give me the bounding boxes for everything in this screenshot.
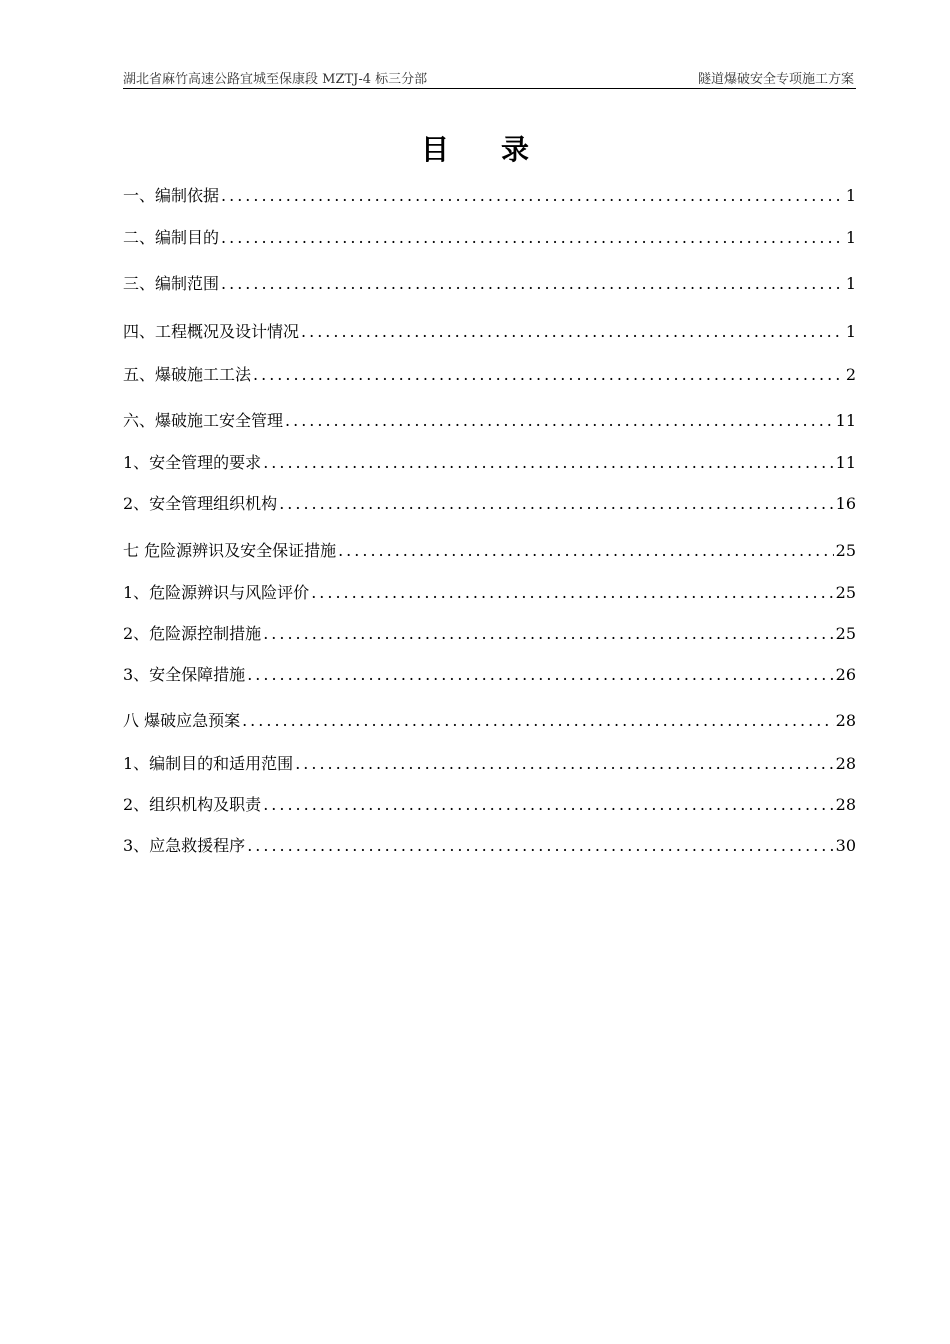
toc-entry-page: 28: [835, 795, 856, 814]
toc-entry-page: 25: [835, 624, 856, 643]
toc-entry-page: 26: [835, 665, 856, 684]
toc-entry-page: 25: [835, 583, 856, 602]
toc-entry[interactable]: [123, 622, 856, 646]
toc-dot-leader: [263, 451, 833, 475]
toc-entry-label: 3、应急救援程序: [123, 836, 246, 855]
toc-entry-label: 2、组织机构及职责: [123, 795, 262, 814]
toc-dot-leader: [279, 492, 833, 516]
header-document-name: 隧道爆破安全专项施工方案: [697, 72, 854, 87]
toc-entry[interactable]: [123, 451, 856, 475]
toc-entry-page: 1: [845, 228, 856, 247]
toc-entry-label: 2、安全管理组织机构: [123, 494, 278, 513]
toc-entry[interactable]: [123, 663, 856, 687]
toc-entry[interactable]: [123, 752, 856, 776]
toc-entry-label: 1、编制目的和适用范围: [123, 754, 294, 773]
toc-entry-label: 1、安全管理的要求: [123, 453, 262, 472]
toc-entry-label: 3、安全保障措施: [123, 665, 246, 684]
toc-entry-label: 七 危险源辨识及安全保证措施: [123, 541, 337, 560]
toc-dot-leader: [311, 581, 833, 605]
toc-entry[interactable]: [123, 226, 856, 250]
toc-entry-label: 2、危险源控制措施: [123, 624, 262, 643]
toc-entry-page: 1: [845, 322, 856, 341]
toc-entry-page: 16: [835, 494, 856, 513]
toc-entry-page: 1: [845, 274, 856, 293]
toc-dot-leader: [263, 622, 833, 646]
toc-entry-page: 11: [835, 453, 856, 472]
toc-entry-page: 11: [835, 411, 856, 430]
toc-entry-page: 1: [845, 186, 856, 205]
toc-entry[interactable]: [123, 793, 856, 817]
toc-entry-page: 25: [835, 541, 856, 560]
toc-entry[interactable]: [123, 492, 856, 516]
toc-entry[interactable]: [123, 363, 856, 387]
toc-dot-leader: [221, 184, 844, 208]
header-project-name: 湖北省麻竹高速公路宜城至保康段 MZTJ-4 标三分部: [123, 72, 428, 87]
toc-entry[interactable]: [123, 320, 856, 344]
page-header: [123, 66, 856, 89]
toc-entry[interactable]: [123, 184, 856, 208]
toc-entry-label: 八 爆破应急预案: [123, 711, 241, 730]
toc-entry[interactable]: [123, 272, 856, 296]
toc-entry-label: 1、危险源辨识与风险评价: [123, 583, 310, 602]
toc-dot-leader: [221, 226, 844, 250]
toc-entry[interactable]: [123, 409, 856, 433]
toc-dot-leader: [247, 834, 833, 858]
toc-entry-label: 三、编制范围: [123, 274, 220, 293]
toc-entry-page: 28: [835, 711, 856, 730]
toc-entry[interactable]: [123, 834, 856, 858]
toc-dot-leader: [295, 752, 833, 776]
toc-dot-leader: [242, 709, 834, 733]
toc-entry-label: 四、工程概况及设计情况: [123, 322, 300, 341]
toc-entry[interactable]: [123, 709, 856, 733]
toc-entry[interactable]: [123, 539, 856, 563]
toc-entry-label: 一、编制依据: [123, 186, 220, 205]
toc-entry-page: 28: [835, 754, 856, 773]
toc-entry-label: 二、编制目的: [123, 228, 220, 247]
toc-entry-page: 30: [835, 836, 856, 855]
toc-title: 目录: [420, 133, 581, 166]
toc-dot-leader: [301, 320, 844, 344]
toc-dot-leader: [338, 539, 834, 563]
toc-dot-leader: [285, 409, 834, 433]
toc-entry-label: 五、爆破施工工法: [123, 365, 252, 384]
toc-dot-leader: [263, 793, 833, 817]
toc-dot-leader: [221, 272, 844, 296]
toc-dot-leader: [247, 663, 833, 687]
toc-dot-leader: [253, 363, 844, 387]
toc-entry-page: 2: [845, 365, 856, 384]
toc-entry[interactable]: [123, 581, 856, 605]
toc-entry-label: 六、爆破施工安全管理: [123, 411, 284, 430]
